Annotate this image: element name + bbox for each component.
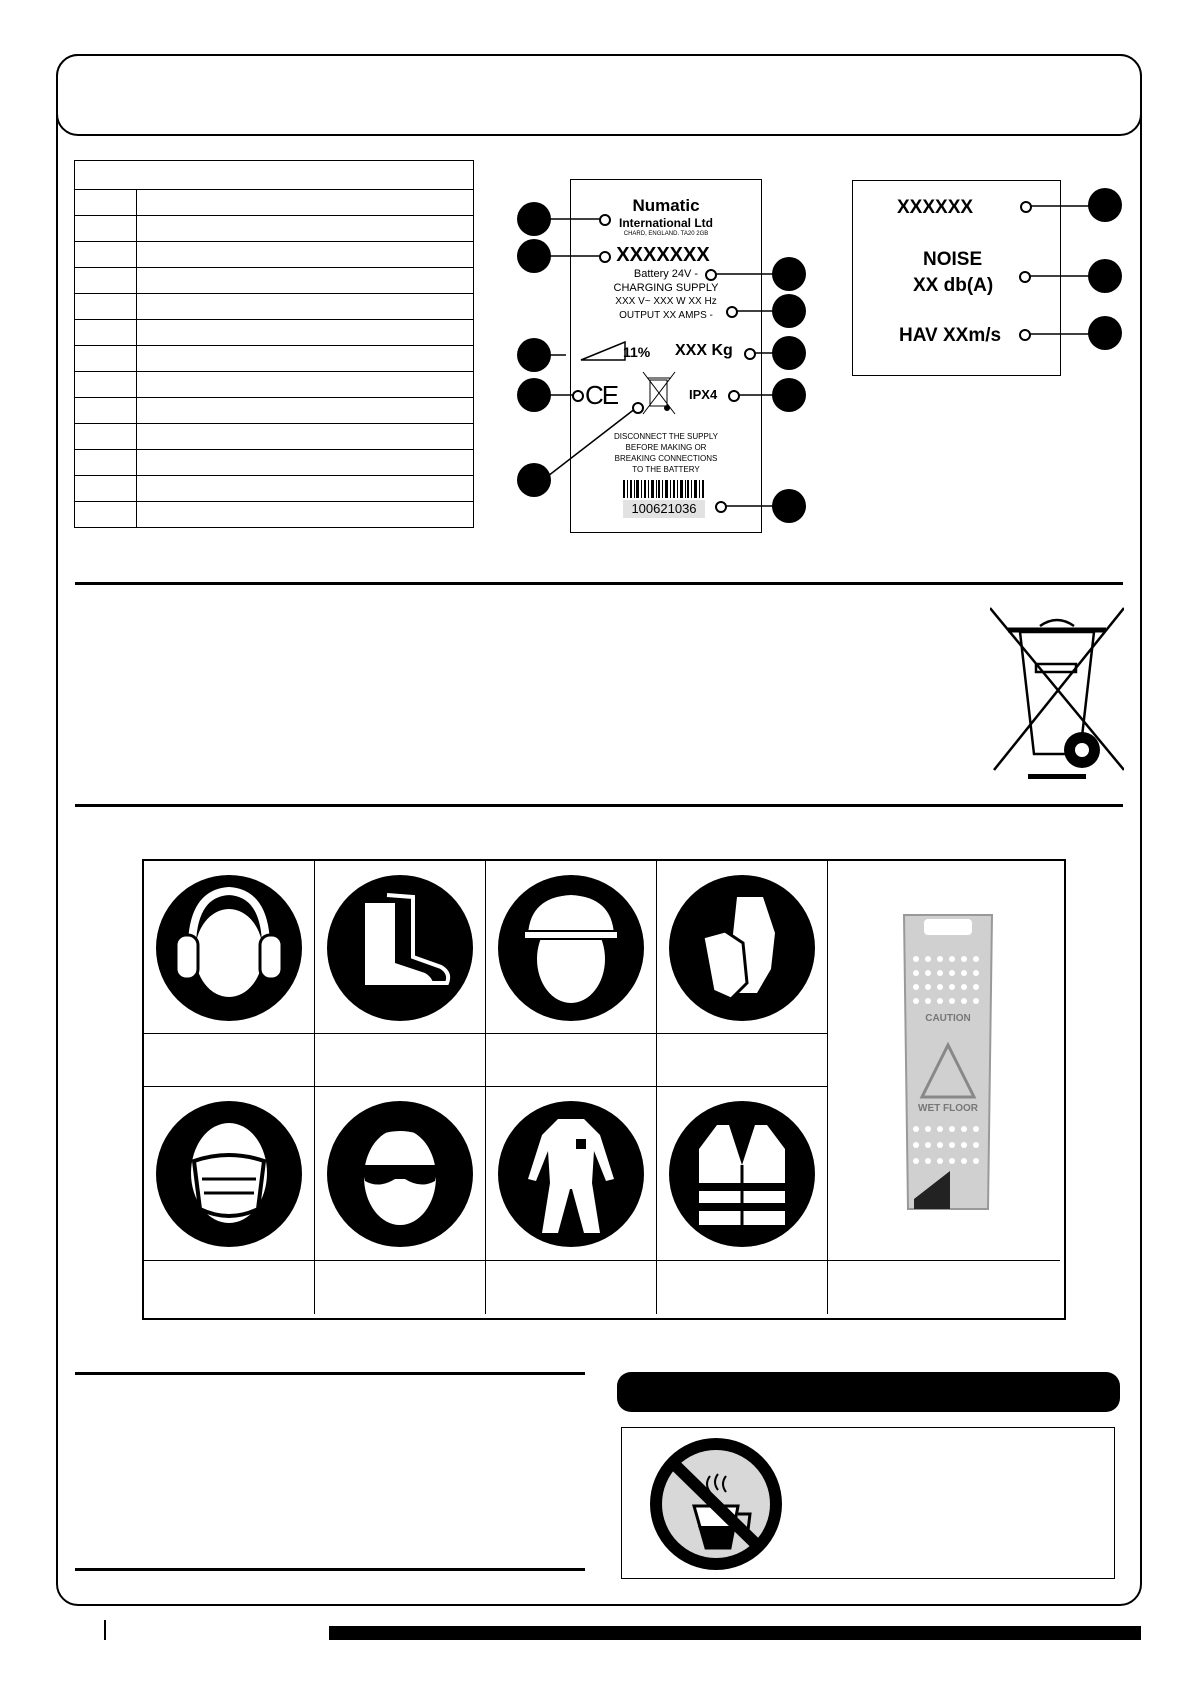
plate-charging: CHARGING SUPPLY <box>613 282 719 294</box>
callout-marker <box>772 378 806 412</box>
callout-marker <box>517 378 551 412</box>
noise-plate <box>852 180 1061 376</box>
warning-box <box>621 1427 1115 1579</box>
callout-marker <box>1088 188 1122 222</box>
ppe-caption-cell <box>144 1034 315 1087</box>
plate-gradient: 11% <box>623 344 651 360</box>
ear-protection-icon <box>154 873 304 1023</box>
plate-barcode-number: 100621036 <box>623 500 705 518</box>
callout-point <box>599 214 611 226</box>
callout-marker <box>772 489 806 523</box>
footer-tick <box>104 1620 106 1640</box>
ppe-caption-cell <box>657 1261 828 1314</box>
callout-marker <box>772 336 806 370</box>
ppe-caption-cell <box>315 1261 486 1314</box>
section-divider <box>75 1372 585 1375</box>
plate-warning-2: BEFORE MAKING OR <box>625 443 707 452</box>
noise-label: NOISE <box>923 249 983 270</box>
callout-point <box>728 390 740 402</box>
callout-marker <box>517 338 551 372</box>
plate-supply-spec: XXX V~ XXX W XX Hz <box>615 296 717 307</box>
callout-point <box>572 390 584 402</box>
callout-marker <box>1088 259 1122 293</box>
ppe-caption-cell <box>486 1034 657 1087</box>
ppe-caption-cell <box>486 1261 657 1314</box>
callout-marker <box>772 257 806 291</box>
plate-weight: XXX Kg <box>675 342 733 359</box>
wet-floor-sign-icon <box>894 909 1002 1231</box>
noise-value: XX db(A) <box>913 275 994 296</box>
warning-header-bar <box>617 1372 1120 1412</box>
plate-warning-3: BREAKING CONNECTIONS <box>614 454 718 463</box>
ppe-caption-cell <box>315 1034 486 1087</box>
plate-ip-rating: IPX4 <box>689 387 718 402</box>
callout-point <box>632 402 644 414</box>
weee-crossed-bin-icon <box>990 604 1124 782</box>
plate-address: CHARD, ENGLAND. TA20 2GB <box>623 231 709 237</box>
plate-brand: Numatic <box>632 196 700 215</box>
hi-vis-vest-icon <box>667 1099 817 1249</box>
footer-bar <box>329 1626 1141 1640</box>
ce-mark: CE <box>585 380 618 410</box>
ppe-table <box>142 859 1066 1320</box>
callout-point <box>599 251 611 263</box>
no-drinks-icon <box>648 1436 784 1572</box>
plate-company: International Ltd <box>619 216 713 230</box>
section-divider <box>75 582 1123 585</box>
ppe-caption-cell <box>657 1034 828 1087</box>
callout-marker <box>517 239 551 273</box>
callout-marker <box>517 202 551 236</box>
wet-floor-caution: CAUTION <box>925 1013 971 1024</box>
plate-model: XXXXXXX <box>616 244 710 266</box>
callout-marker <box>1088 316 1122 350</box>
callout-point <box>715 501 727 513</box>
callout-point <box>744 348 756 360</box>
callout-point <box>726 306 738 318</box>
safety-boots-icon <box>325 873 475 1023</box>
section-divider <box>75 1568 585 1571</box>
wet-floor-text: WET FLOOR <box>918 1103 978 1114</box>
safety-glasses-icon <box>325 1099 475 1249</box>
plate-warning-4: TO THE BATTERY <box>632 465 700 474</box>
section-divider <box>75 804 1123 807</box>
overalls-icon <box>496 1099 646 1249</box>
dust-mask-icon <box>154 1099 304 1249</box>
callout-marker <box>517 463 551 497</box>
callout-marker <box>772 294 806 328</box>
hard-hat-icon <box>496 873 646 1023</box>
plate-battery: Battery 24V - <box>633 268 699 280</box>
plate-warning-1: DISCONNECT THE SUPPLY <box>613 432 719 441</box>
hav-value: HAV XXm/s <box>899 325 1002 346</box>
gloves-icon <box>667 873 817 1023</box>
ppe-caption-cell <box>144 1261 315 1314</box>
callout-point <box>705 269 717 281</box>
ppe-caption-cell <box>828 1261 1060 1314</box>
noise-model: XXXXXX <box>897 197 974 218</box>
plate-output: OUTPUT XX AMPS - <box>619 310 713 321</box>
